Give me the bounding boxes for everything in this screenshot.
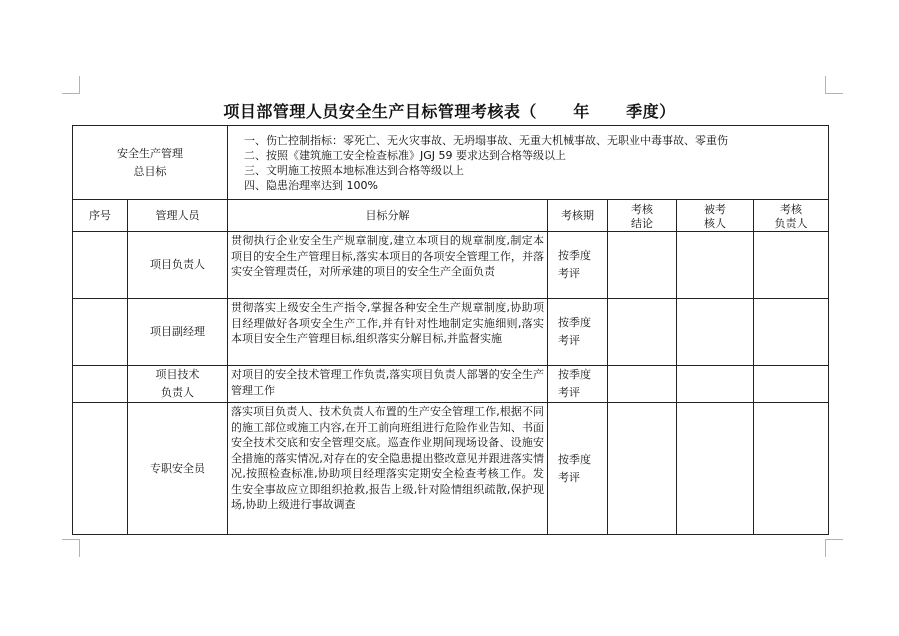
header-assessee-line1: 被考 [704, 203, 726, 216]
period-line1: 按季度 [558, 452, 591, 466]
crop-mark-top-left [62, 76, 80, 94]
goal-items-cell [228, 126, 829, 200]
role-line1: 项目负责人 [150, 258, 205, 271]
header-period: 考核期 [548, 200, 608, 232]
table-row [73, 366, 829, 403]
period-cell [548, 403, 608, 535]
description-cell: 对项目的安全技术管理工作负责,落实项目负责人部署的安全生产管理工作 [228, 366, 548, 403]
description-cell: 落实项目负责人、技术负责人布置的生产安全管理工作,根据不同的施工部位或施工内容,在开工前向班组进行危险作业告知、书面安全技术交底和安全管理交底。巡查作业期间现场设备、设施安全措施的落实情况,对存在的安全隐患提出整改意见并跟进落实情况,按照检查标准,协助项目经理落实定期安全检查考核工作。发生安全事故应立即组织抢救,报告上级,针对险情组织疏散,保护现场,协助上级进行事故调查 [228, 403, 548, 535]
seq-cell [73, 403, 128, 535]
assessor-cell[interactable] [754, 403, 829, 535]
document-title: 项目部管理人员安全生产目标管理考核表（ 年 季度） [223, 102, 676, 121]
goal-item: 一、伤亡控制指标：零死亡、无火灾事故、无坍塌事故、无重大机械事故、无职业中毒事故、零重伤 [244, 133, 728, 147]
conclusion-cell[interactable] [608, 299, 677, 366]
assessee-cell[interactable] [677, 232, 754, 299]
goal-item: 四、隐患治理率达到 100% [244, 178, 378, 192]
table-row [73, 299, 829, 366]
crop-mark-bottom-right [825, 539, 843, 557]
period-line1: 按季度 [558, 249, 591, 262]
header-conclusion [608, 200, 677, 232]
seq-cell [73, 299, 128, 366]
header-conclusion-line2: 结论 [631, 217, 653, 230]
header-breakdown: 目标分解 [228, 200, 548, 232]
assessee-cell[interactable] [677, 403, 754, 535]
conclusion-cell[interactable] [608, 232, 677, 299]
conclusion-cell[interactable] [608, 366, 677, 403]
header-assessee-line2: 核人 [704, 217, 726, 230]
role-cell [128, 403, 228, 535]
period-line2: 考评 [558, 334, 580, 347]
header-assessor-line1: 考核 [780, 203, 802, 216]
header-row [73, 200, 829, 232]
assessor-cell[interactable] [754, 366, 829, 403]
seq-cell [73, 366, 128, 403]
header-conclusion-line1: 考核 [631, 203, 653, 216]
crop-mark-top-right [825, 76, 843, 94]
period-cell [548, 299, 608, 366]
period-line2: 考评 [558, 267, 580, 280]
period-cell [548, 232, 608, 299]
assessee-cell[interactable] [677, 366, 754, 403]
period-cell [548, 366, 608, 403]
assessment-table [72, 125, 829, 535]
goal-label-line1: 安全生产管理 [117, 146, 183, 160]
header-assessor-line2: 负责人 [774, 217, 808, 230]
table-row [73, 232, 829, 299]
goal-label-cell [73, 126, 228, 200]
conclusion-cell[interactable] [608, 403, 677, 535]
header-seq: 序号 [73, 200, 128, 232]
assessor-cell[interactable] [754, 299, 829, 366]
role-line1: 专职安全员 [150, 461, 205, 475]
header-assessor [754, 200, 829, 232]
assessee-cell[interactable] [677, 299, 754, 366]
description-cell: 贯彻执行企业安全生产规章制度,建立本项目的规章制度,制定本项目的安全生产管理目标,落实本项目的各项安全管理工作，并落实安全管理责任，对所承建的项目的安全生产全面负责 [228, 232, 548, 299]
role-line1: 项目技术 [155, 368, 200, 381]
header-manager: 管理人员 [128, 200, 228, 232]
period-line1: 按季度 [558, 368, 591, 381]
description-cell: 贯彻落实上级安全生产指令,掌握各种安全生产规章制度,协助项目经理做好各项安全生产工作,并有针对性地制定实施细则,落实本项目安全生产管理目标,组织落实分解目标,并监督实施 [228, 299, 548, 366]
goal-item: 二、按照《建筑施工安全检查标准》JGJ 59 要求达到合格等级以上 [244, 148, 567, 162]
role-line1: 项目副经理 [150, 325, 205, 338]
header-assessee [677, 200, 754, 232]
seq-cell [73, 232, 128, 299]
role-cell [128, 299, 228, 366]
goal-row [73, 126, 829, 200]
period-line1: 按季度 [558, 316, 591, 329]
period-line2: 考评 [558, 386, 580, 399]
role-cell [128, 232, 228, 299]
table-row [73, 403, 829, 535]
role-cell [128, 366, 228, 403]
period-line2: 考评 [558, 470, 580, 484]
role-line2: 负责人 [161, 386, 194, 399]
goal-item: 三、文明施工按照本地标准达到合格等级以上 [244, 163, 464, 177]
assessor-cell[interactable] [754, 232, 829, 299]
goal-label-line2: 总目标 [133, 164, 167, 178]
crop-mark-bottom-left [62, 539, 80, 557]
